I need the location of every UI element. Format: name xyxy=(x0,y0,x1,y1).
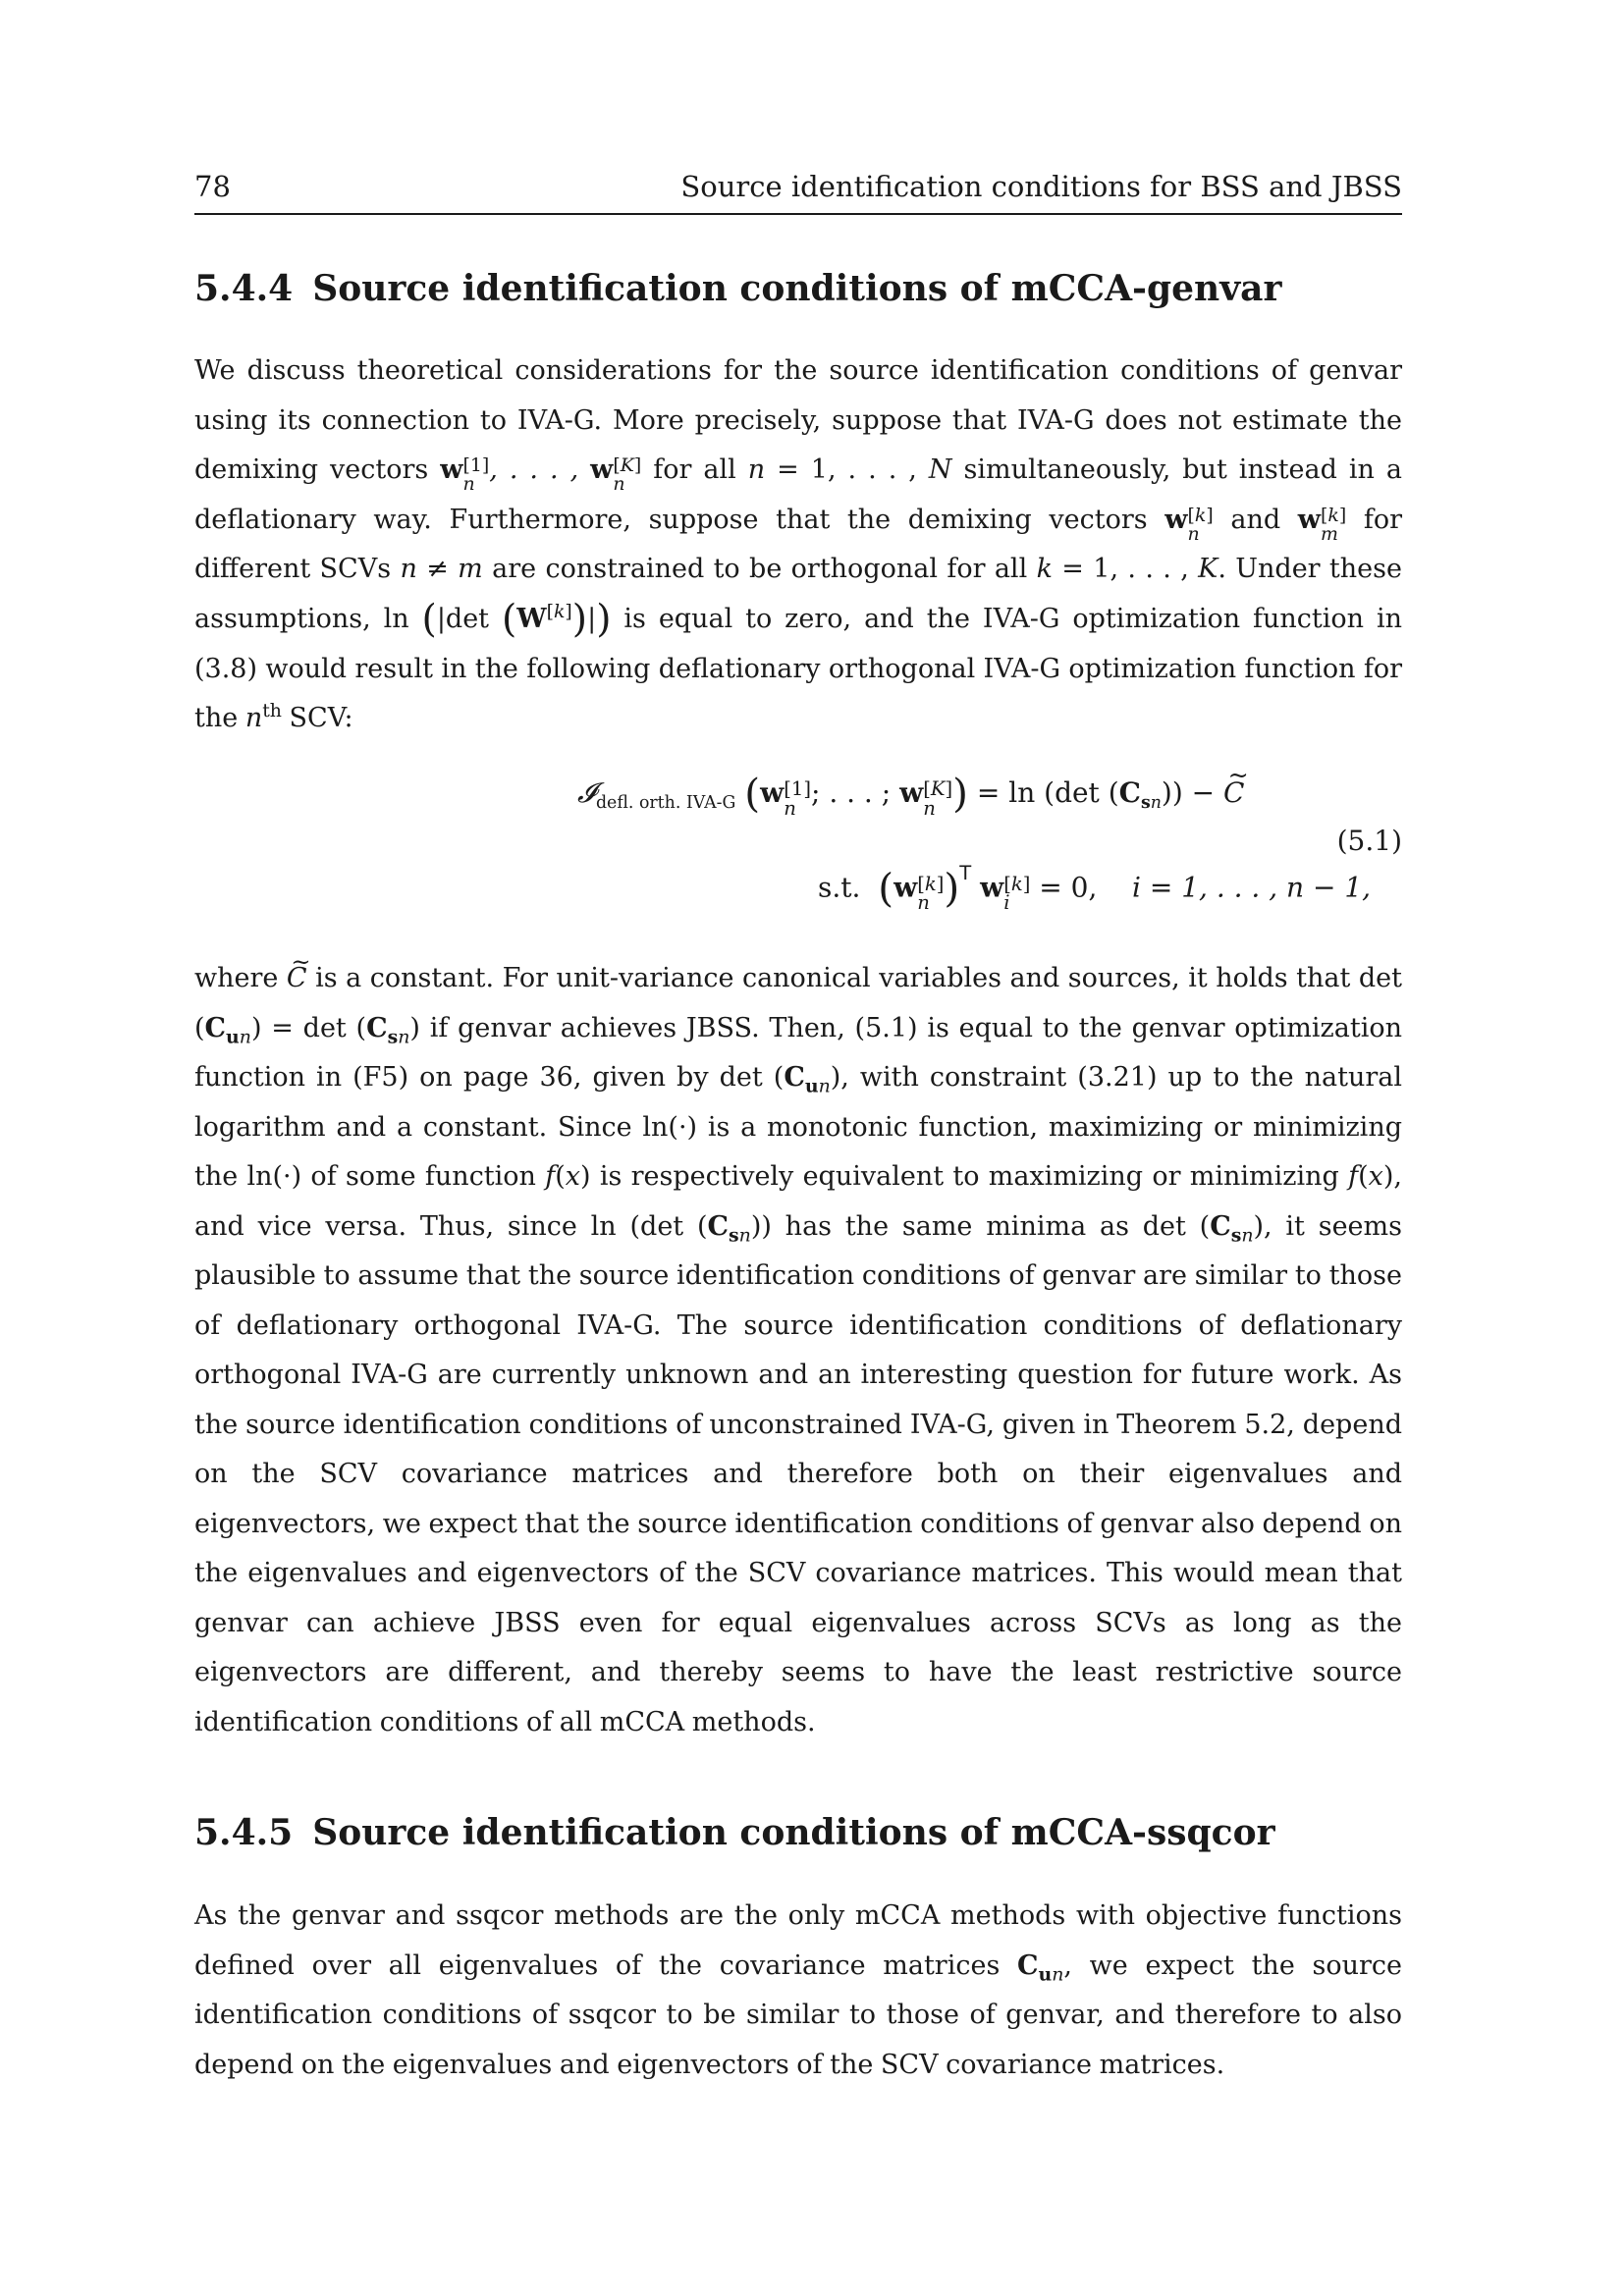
text-run: , we expect the source identification conditions of ssqcor to be similar to those of genvar, and therefore to also depend on the eigenvalues and eigenvectors of the SCV covariance matrices. xyxy=(194,1949,1402,2080)
equation-number: (5.1) xyxy=(1336,825,1402,857)
equation-subscript: defl. orth. IVA-G xyxy=(595,793,736,814)
math-inline: $C_{un}$ xyxy=(204,1012,251,1047)
text-run: for different SCVs xyxy=(194,504,1403,584)
text-run: SCV: xyxy=(281,703,353,734)
text-run: for all xyxy=(641,454,748,485)
equation-rhs-end: )) − xyxy=(1161,776,1216,810)
math-inline: w [1] n , . . . , w [K] n xyxy=(440,454,642,496)
constraint-rhs: = 0, xyxy=(1039,871,1098,904)
paragraph-3 xyxy=(194,1892,1402,2090)
text-run: )) has the same minima as det ( xyxy=(750,1210,1211,1242)
text-run: As the genvar and ssqcor methods are the only mCCA methods with objective functions defined over all eigenvalues of the covariance matrices xyxy=(194,1900,1402,1981)
section-heading-5-4-4 xyxy=(194,267,1402,310)
math-inline: $C_{un}$ xyxy=(1017,1949,1064,1985)
math-inline: $C_{sn}$ xyxy=(1210,1210,1254,1246)
math-inline: $C_{sn}$ xyxy=(707,1210,751,1246)
math-inline: n xyxy=(747,454,766,485)
equation-rhs: = ln (det ( xyxy=(976,776,1119,810)
section-number: 5.4.5 xyxy=(194,1812,294,1853)
text-run: ) = det ( xyxy=(250,1012,367,1043)
math-inline: n ≠ m xyxy=(400,554,483,584)
math-inline: ~ C xyxy=(287,954,307,1004)
text-run: is respectively equivalent to maximizing or minimizing xyxy=(590,1161,1349,1192)
text-run: ), it seems plausible to assume that the source identification conditions of genvar are similar to those of deflationary orthogonal IVA-G. The source identification conditions of deflationary orthogonal IVA-G are currently unknown and an interesting question for future work. As the source identification conditions of unconstrained IVA-G, given in Theorem 5.2, depend on the SCV covariance matrices and therefore both on their eigenvalues and eigenvectors, we expect that the source identification conditions of genvar also depend on the eigenvalues and eigenvectors of the SCV covariance matrices. This would mean that genvar can achieve JBSS even for equal eigenvalues across SCVs as long as the eigenvectors are different, and thereby seems to have the least restrictive source identification conditions of all mCCA methods. xyxy=(194,1210,1402,1737)
section-number: 5.4.4 xyxy=(194,268,294,309)
text-run: , and vice versa. Thus, since ln (det ( xyxy=(194,1161,1402,1242)
math-inline: f xyxy=(545,1161,556,1192)
section-title: Source identification conditions of mCCA-ssqcor xyxy=(312,1812,1275,1853)
text-run: where xyxy=(194,963,287,993)
math-inline: f xyxy=(1348,1161,1359,1192)
text-run: are constrained to be orthogonal for all xyxy=(482,554,1037,584)
constraint-label: s.t. xyxy=(818,871,861,904)
equation-line-objective: 𝓘$_{defl. orth. IVA-G}$ (w [1] n ; . . . ; w [K] n ) = ln (det $(C_{sn})$) − ~ C xyxy=(577,774,1244,823)
text-run: simultaneously, but instead in a deflationary way. Furthermore, suppose that the demixing vectors xyxy=(194,454,1403,535)
section-title: Source identification conditions of mCCA-genvar xyxy=(312,268,1282,309)
text-run: is equal to zero, and the IVA-G optimization function in (3.8) would result in the following deflationary orthogonal IVA-G optimization function for the xyxy=(194,603,1403,734)
paragraph-1: We discuss theoretical considerations for the source identification conditions of genvar using its connection to IVA-G. More precisely, suppose that IVA-G does not estimate the demixing vectors w [1] n , . . . , w [K] n for all n = 1, . . . , N simultaneously, but instead in a deflationary way. Furthermore, suppose that the demixing vectors w [k] n and w [k] m for different SCVs n ≠ m are constrained to be orthogonal for all k = 1, . . . , K. Under these assumptions, ln (|det (W[k])|) is equal to zero, and the IVA-G optimization function in (3.8) would result in the following deflationary orthogonal IVA-G optimization function for the $n^{th}$ SCV: xyxy=(194,355,1403,734)
equation-line-constraint: s.t. (w [k] n )$^T$ w [k] i = 0, i = 1, . . . , n − 1, xyxy=(818,862,1372,915)
math-inline: w [k] n xyxy=(1164,504,1214,545)
index-range: i = 1, . . . , n − 1, xyxy=(1131,871,1372,904)
paragraph-2: where ~ C is a constant. For unit-variance canonical variables and sources, it holds that $\det (C_{un}) = \det (C_{sn})$ if genvar achieves JBSS. Then, (5.1) is equal to the genvar optimization function in (F5) on page 36, given by $\det (C_{un})$, with constraint (3.21) up to the natural logarithm and a constant. Since ln(·) is a monotonic function, maximizing or minimizing the ln(·) of some function f(x) is respectively equivalent to maximizing or minimizing f(x), and vice versa. Thus, since ln (det $(C_{sn})$) has the same minima as $\det (C_{sn})$, it seems plausible to assume that the source identification conditions of genvar are similar to those of deflationary orthogonal IVA-G. The source identification conditions of deflationary orthogonal IVA-G are currently unknown and an interesting question for future work. As the source identification conditions of unconstrained IVA-G, given in Theorem 5.2, depend on the SCV covariance matrices and therefore both on their eigenvalues and eigenvectors, we expect that the source identification conditions of genvar also depend on the eigenvalues and eigenvectors of the SCV covariance matrices. This would mean that genvar can achieve JBSS even for equal eigenvalues across SCVs as long as the eigenvectors are different, and thereby seems to have the least restrictive source identification conditions of all mCCA methods. xyxy=(194,954,1402,1747)
math-inline: $C_{un}$ xyxy=(784,1062,831,1097)
math-inline: k xyxy=(1036,554,1053,584)
math-inline: n xyxy=(244,703,263,734)
text-run: is a constant. For unit-variance canonical variables and sources, it holds that det ( xyxy=(194,963,1402,1043)
math-inline: (|det (W[k])|) xyxy=(421,597,612,642)
math-inline: $C_{sn}$ xyxy=(366,1012,410,1047)
running-title: Source identification conditions for BSS and JBSS xyxy=(680,170,1402,203)
math-inline: w [k] m xyxy=(1297,504,1347,545)
text-run: . Under these assumptions, ln xyxy=(194,554,1402,634)
text-run: ), with constraint (3.21) up to the natural logarithm and a constant. Since ln(·) is a monotonic function, maximizing or minimizing the ln(·) of some function xyxy=(194,1062,1402,1192)
text-run: ) if genvar achieves JBSS. Then, (5.1) is equal to the genvar optimization function in (F5) on page 36, given by det ( xyxy=(194,1012,1402,1093)
header-rule xyxy=(194,213,1402,215)
text-run: and xyxy=(1213,504,1298,535)
page-number: 78 xyxy=(194,170,231,203)
section-heading-5-4-5 xyxy=(194,1811,1402,1854)
equation-5-1 xyxy=(194,766,1402,942)
text-run: We discuss theoretical considerations for the source identification conditions of genvar using its connection to IVA-G. More precisely, suppose that IVA-G does not estimate the demixing vectors xyxy=(194,355,1402,485)
